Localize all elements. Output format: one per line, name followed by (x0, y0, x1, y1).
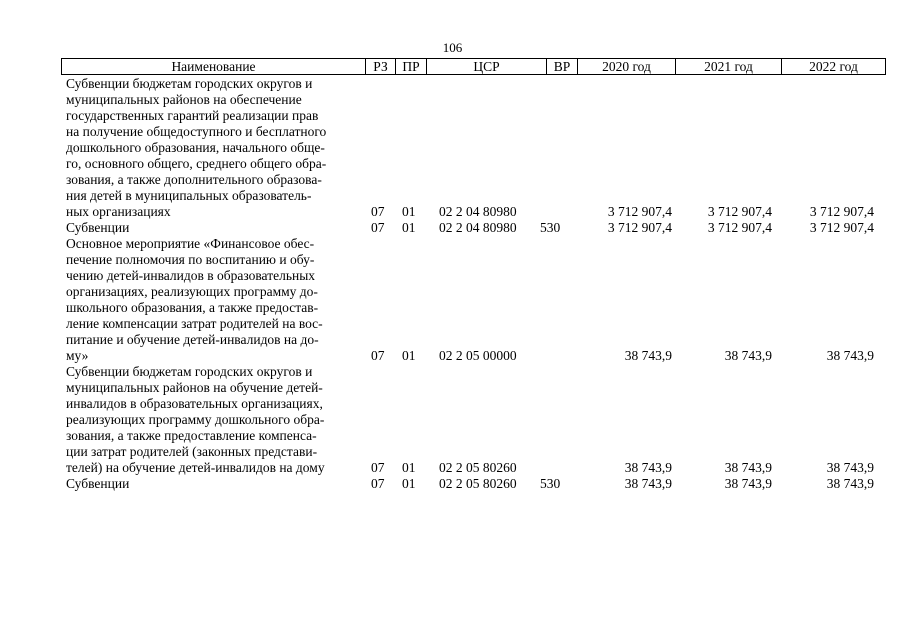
row-4-pr: 01 (402, 476, 416, 491)
header-csr: ЦСР (426, 58, 546, 75)
row-4-name: Субвенции (66, 476, 130, 491)
row-0-2022: 3 712 907,4 (809, 204, 874, 219)
header-rz: РЗ (365, 58, 395, 75)
row-4-rz: 07 (371, 476, 385, 491)
row-4-vr: 530 (540, 476, 561, 491)
row-0-pr: 01 (402, 204, 416, 219)
row-0-name: Субвенции бюджетам городских округов и муниципальных районов на обеспечение государственных гарантий реализации прав на получение общедоступного и бесплатного дошкольного образования, начального обще- го, основного общего, среднего общего обра- зования, а также дополнительного образова- ния детей в муниципальных образователь- ных организациях (66, 76, 327, 219)
page-number: 106 (442, 40, 463, 55)
header-2022: 2022 год (781, 58, 886, 75)
row-2-name: Основное мероприятие «Финансовое обес- печение полномочия по воспитанию и обу- чению детей-инвалидов в образовательных организациях, реализующих программу до- школьного образования, а также предостав- ление компенсации затрат родителей на вос- питание и обучение детей-инвалидов на до- му» (66, 236, 323, 363)
row-0-csr: 02 2 04 80980 (439, 204, 517, 219)
row-2-csr: 02 2 05 00000 (439, 348, 517, 363)
row-0-rz: 07 (371, 204, 385, 219)
row-1-name: Субвенции (66, 220, 130, 235)
header-pr: ПР (395, 58, 426, 75)
row-1-vr: 530 (540, 220, 561, 235)
row-4-csr: 02 2 05 80260 (439, 476, 517, 491)
row-1-rz: 07 (371, 220, 385, 235)
header-2021: 2021 год (675, 58, 781, 75)
row-4-2021: 38 743,9 (724, 476, 772, 491)
row-1-pr: 01 (402, 220, 416, 235)
row-0-2021: 3 712 907,4 (707, 204, 772, 219)
row-3-name: Субвенции бюджетам городских округов и муниципальных районов на обучение детей- инвалидов в образовательных организациях, реализующих программу дошкольного обра- зования, а также предоставление компенса- ции затрат родителей (законных представи- телей) на обучение детей-инвалидов на дому (66, 364, 325, 475)
row-2-2020: 38 743,9 (624, 348, 672, 363)
row-2-2022: 38 743,9 (826, 348, 874, 363)
header-2020: 2020 год (577, 58, 675, 75)
row-3-pr: 01 (402, 460, 416, 475)
row-4-2020: 38 743,9 (624, 476, 672, 491)
row-1-csr: 02 2 04 80980 (439, 220, 517, 235)
row-1-2022: 3 712 907,4 (809, 220, 874, 235)
row-1-2021: 3 712 907,4 (707, 220, 772, 235)
row-3-2020: 38 743,9 (624, 460, 672, 475)
row-0-2020: 3 712 907,4 (607, 204, 672, 219)
table-header (61, 58, 885, 75)
header-vr: ВР (546, 58, 577, 75)
row-4-2022: 38 743,9 (826, 476, 874, 491)
row-1-2020: 3 712 907,4 (607, 220, 672, 235)
row-3-2022: 38 743,9 (826, 460, 874, 475)
header-name: Наименование (61, 58, 365, 75)
row-3-rz: 07 (371, 460, 385, 475)
row-3-2021: 38 743,9 (724, 460, 772, 475)
row-2-2021: 38 743,9 (724, 348, 772, 363)
row-3-csr: 02 2 05 80260 (439, 460, 517, 475)
row-2-pr: 01 (402, 348, 416, 363)
row-2-rz: 07 (371, 348, 385, 363)
